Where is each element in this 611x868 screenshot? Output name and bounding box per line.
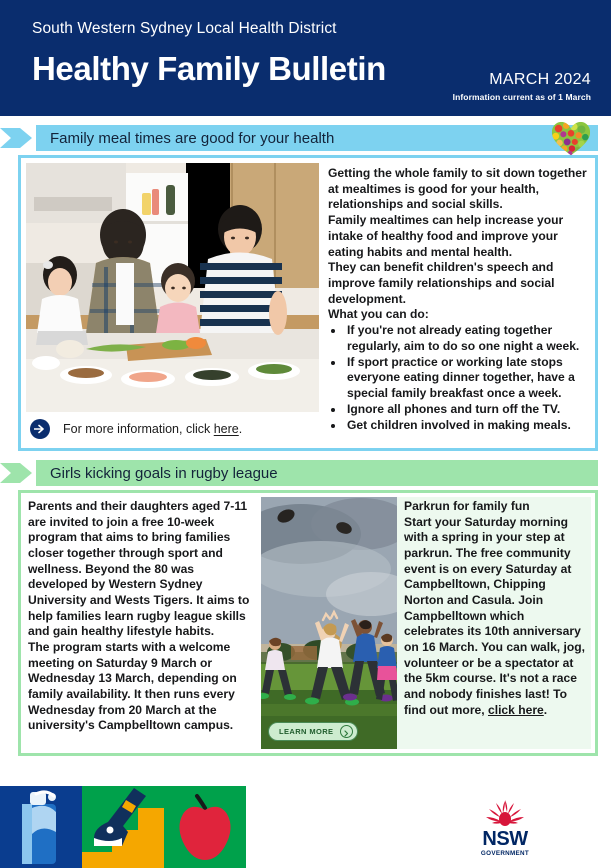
more-info-link-row[interactable] bbox=[26, 419, 319, 439]
footer-icon-tiles bbox=[0, 786, 246, 868]
list-item: • Get children involved in making meals. bbox=[345, 418, 588, 434]
parkrun-column bbox=[397, 497, 591, 749]
page-footer bbox=[0, 786, 611, 868]
more-info-here-link[interactable]: here bbox=[213, 422, 239, 436]
page-title: Healthy Family Bulletin bbox=[32, 50, 386, 87]
district-name: South Western Sydney Local Health District bbox=[32, 20, 337, 37]
meals-left-column bbox=[26, 163, 319, 443]
parkrun-click-here-link[interactable]: click here bbox=[487, 702, 544, 717]
banner-meals bbox=[36, 125, 598, 151]
parkrun-body-text: Start your Saturday morning with a spring in your step at parkrun. The free community event is on every Saturday at Campbelltown, Chipping Norton and Casula. Join Campbelltown which celebrates its 10th anniversary on 16 March. You can walk, jog, volunteer or be a spectator at the 5km course. It's not a race and nobody finishes last! To find out more, bbox=[404, 514, 586, 717]
parkrun-heading: Parkrun for family fun bbox=[404, 499, 530, 513]
issue-month: MARCH 2024 bbox=[489, 71, 591, 88]
section-body-rugby bbox=[18, 490, 598, 756]
section-title-rugby: Girls kicking goals in rugby league bbox=[50, 464, 278, 482]
meals-paragraph-3: They can benefit children's speech and improve family relationships and social development. bbox=[328, 260, 555, 306]
meals-what-you-can-do-label: What you can do: bbox=[328, 307, 429, 322]
shoe-stairs-icon bbox=[82, 786, 164, 868]
meals-tips-list bbox=[331, 323, 588, 433]
chevron-right-icon bbox=[0, 460, 34, 486]
rugby-field-photo bbox=[261, 497, 397, 749]
more-info-prefix: For more information, click bbox=[63, 422, 214, 436]
meals-text-column bbox=[319, 163, 590, 443]
more-info-text[interactable] bbox=[63, 422, 242, 436]
nsw-logo-subtext: GOVERNMENT bbox=[480, 850, 530, 857]
nsw-logo-text: NSW bbox=[482, 828, 528, 850]
section-body-meals bbox=[18, 155, 598, 451]
meals-paragraph-1: Getting the whole family to sit down together at mealtimes is good for your health, relationships and social skills. bbox=[328, 166, 587, 212]
apple-icon bbox=[164, 786, 246, 868]
more-info-suffix: . bbox=[238, 422, 243, 436]
learn-more-button[interactable] bbox=[268, 722, 358, 741]
section-banner-meals bbox=[0, 125, 611, 151]
waratah-icon bbox=[483, 798, 527, 828]
arrow-right-icon bbox=[30, 419, 50, 439]
chevron-right-icon bbox=[340, 725, 353, 738]
banner-rugby bbox=[36, 460, 598, 486]
water-bottle-icon bbox=[0, 786, 82, 868]
section-banner-rugby bbox=[0, 460, 611, 486]
list-item: • If you're not already eating together regularly, aim to do so one night a week. bbox=[345, 323, 588, 354]
list-item: • If sport practice or working late stops everyone eating dinner together, have a special family breakfast once a week. bbox=[345, 355, 588, 402]
nsw-government-logo bbox=[474, 798, 536, 857]
meals-paragraph-2: Family mealtimes can help increase your intake of healthy food and improve your eating habits and mental health. bbox=[328, 213, 564, 259]
parkrun-body-suffix: . bbox=[543, 702, 548, 717]
learn-more-label: LEARN MORE bbox=[279, 727, 334, 736]
rugby-text-column bbox=[25, 497, 261, 749]
section-title-meals: Family meal times are good for your health bbox=[50, 129, 335, 147]
list-item: • Ignore all phones and turn off the TV. bbox=[345, 402, 588, 418]
fruit-heart-icon bbox=[550, 119, 592, 157]
parkrun-body bbox=[404, 515, 587, 719]
chevron-right-icon bbox=[0, 125, 34, 151]
page-header bbox=[0, 0, 611, 116]
information-currency-note: Information current as of 1 March bbox=[452, 92, 591, 102]
rugby-paragraph-2: The program starts with a welcome meeting on Saturday 9 March or Wednesday 13 March, depending on family availability. It then runs every Wednesday from 20 March at the university's Campbelltown campus. bbox=[28, 639, 237, 733]
family-kitchen-photo bbox=[26, 163, 319, 412]
rugby-paragraph-1: Parents and their daughters aged 7-11 are invited to join a free 10-week program that aims to bring families closer together through sport and wellness. Beyond the 80 was developed by Western Sydney University and Wests Tigers. It aims to help families learn rugby league skills and gain healthy lifestyle habits. bbox=[28, 499, 250, 639]
header-date-block bbox=[453, 71, 591, 102]
